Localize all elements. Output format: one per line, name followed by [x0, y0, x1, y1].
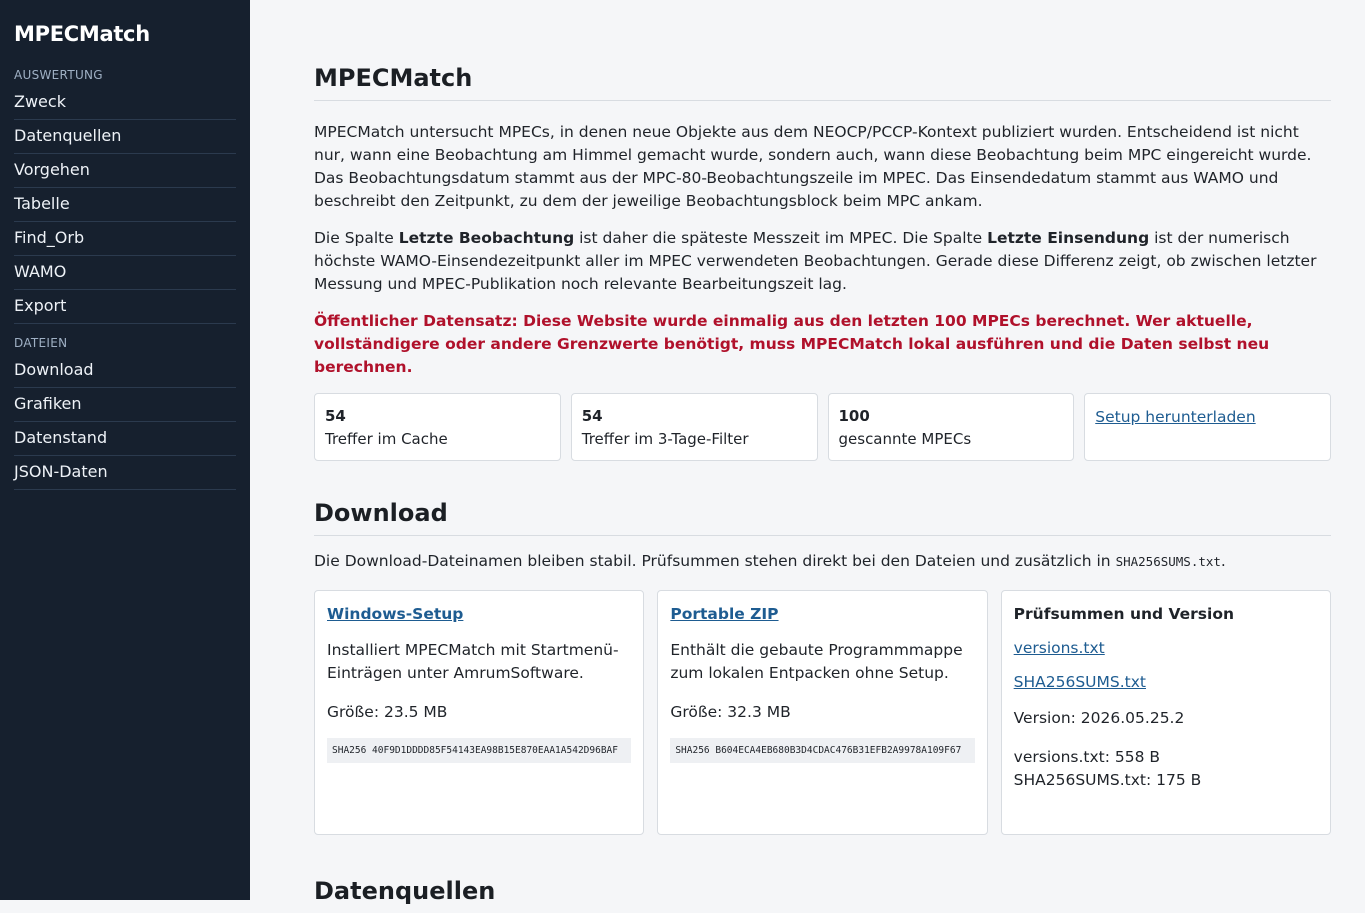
checksums-card [1001, 590, 1331, 835]
stat-card-filter [571, 393, 818, 461]
download-card-windows-setup [314, 590, 644, 835]
nav-item-find-orb[interactable]: Find_Orb [14, 222, 236, 256]
sha256sums-size: SHA256SUMS.txt: 175 B [1013, 771, 1202, 789]
text-span: ist der numerisch höchste WAMO-Einsendezeitpunkt aller im MPEC verwendeten Beobachtungen. Gerade diese Differenz zeigt, ob zwischen letzter Messung und MPEC-Publikation noch relevante Bearbeitungszeit lag. [314, 229, 1317, 293]
nav-section-label-dateien: DATEIEN [14, 336, 68, 350]
nav-list-dateien [14, 354, 236, 490]
download-cards [314, 590, 1331, 835]
download-intro [314, 550, 1331, 573]
nav-item-datenstand[interactable]: Datenstand [14, 422, 236, 456]
bold-term-letzte-einsendung: Letzte Einsendung [987, 229, 1150, 247]
download-card-portable-zip [657, 590, 987, 835]
text-span: Die Download-Dateinamen bleiben stabil. Prüfsummen stehen direkt bei den Dateien und zusätzlich in [314, 552, 1116, 570]
public-dataset-warning: Öffentlicher Datensatz: Diese Website wurde einmalig aus den letzten 100 MPECs berechnet. Wer aktuelle, vollständigere oder andere Grenzwerte benötigt, muss MPECMatch lokal ausführen und die Daten selbst neu berechnen. [314, 312, 1270, 376]
nav-section-label-auswertung: AUSWERTUNG [14, 68, 103, 82]
version-text: Version: 2026.05.25.2 [1013, 709, 1185, 727]
nav-list-auswertung [14, 86, 236, 324]
columns-paragraph [314, 227, 1331, 296]
download-heading: Download [314, 499, 1331, 536]
inline-code: SHA256SUMS.txt [1115, 554, 1221, 569]
nav-item-zweck[interactable]: Zweck [14, 86, 236, 120]
app-brand[interactable]: MPECMatch [14, 22, 150, 46]
stat-card-scanned [828, 393, 1075, 461]
stat-label: Treffer im 3-Tage-Filter [581, 430, 749, 448]
versions-txt-link[interactable]: versions.txt [1013, 639, 1105, 657]
card-size: Größe: 23.5 MB [327, 703, 448, 721]
nav-item-datenquellen[interactable]: Datenquellen [14, 120, 236, 154]
card-size: Größe: 32.3 MB [670, 703, 791, 721]
sha256-hash[interactable]: SHA256 B604ECA4EB680B3D4CDAC476B31EFB2A9978A109F67 [670, 738, 974, 763]
windows-setup-link[interactable]: Windows-Setup [327, 605, 464, 623]
text-span: ist daher die späteste Messzeit im MPEC. Die Spalte [574, 229, 988, 247]
bold-term-letzte-beobachtung: Letzte Beobachtung [398, 229, 575, 247]
nav-item-json-daten[interactable]: JSON-Daten [14, 456, 236, 490]
nav-item-export[interactable]: Export [14, 290, 236, 324]
stat-value: 54 [325, 407, 346, 425]
stat-value: 100 [838, 407, 870, 425]
nav-item-wamo[interactable]: WAMO [14, 256, 236, 290]
text-span: . [1220, 552, 1226, 570]
stat-card-setup [1084, 393, 1331, 461]
setup-download-link[interactable]: Setup herunterladen [1095, 408, 1256, 426]
sidebar [0, 0, 250, 900]
sha256-hash[interactable]: SHA256 40F9D1DDDD85F54143EA98B15E870EAA1A542D96BAF [327, 738, 631, 763]
nav-item-grafiken[interactable]: Grafiken [14, 388, 236, 422]
file-sizes [1014, 746, 1318, 792]
stat-card-cache [314, 393, 561, 461]
stat-label: gescannte MPECs [838, 430, 972, 448]
intro-paragraph: MPECMatch untersucht MPECs, in denen neue Objekte aus dem NEOCP/PCCP-Kontext publiziert wurden. Entscheidend ist nicht nur, wann eine Beobachtung am Himmel gemacht wurde, sondern auch, wann diese Beobachtung beim MPC eingereicht wurde. Das Beobachtungsdatum stammt aus der MPC-80-Beobachtungszeile im MPEC. Das Einsendedatum stammt aus WAMO und beschreibt den Zeitpunkt, zu dem der jeweilige Beobachtungsblock beim MPC ankam. [314, 123, 1312, 210]
card-description: Installiert MPECMatch mit Startmenü-Einträgen unter AmrumSoftware. [327, 641, 619, 682]
text-span: Die Spalte [314, 229, 399, 247]
portable-zip-link[interactable]: Portable ZIP [670, 605, 779, 623]
nav-item-download[interactable]: Download [14, 354, 236, 388]
card-description: Enthält die gebaute Programmmappe zum lokalen Entpacken ohne Setup. [670, 641, 963, 682]
checksums-title: Prüfsummen und Version [1013, 605, 1235, 623]
datenquellen-heading: Datenquellen [314, 877, 496, 905]
stat-label: Treffer im Cache [325, 430, 448, 448]
stats-row [314, 393, 1331, 461]
nav-item-vorgehen[interactable]: Vorgehen [14, 154, 236, 188]
stat-value: 54 [581, 407, 603, 425]
sha256sums-txt-link[interactable]: SHA256SUMS.txt [1013, 673, 1146, 691]
nav-item-tabelle[interactable]: Tabelle [14, 188, 236, 222]
page-title: MPECMatch [314, 64, 1331, 101]
main-content [314, 0, 1331, 913]
versions-size: versions.txt: 558 B [1013, 748, 1161, 766]
